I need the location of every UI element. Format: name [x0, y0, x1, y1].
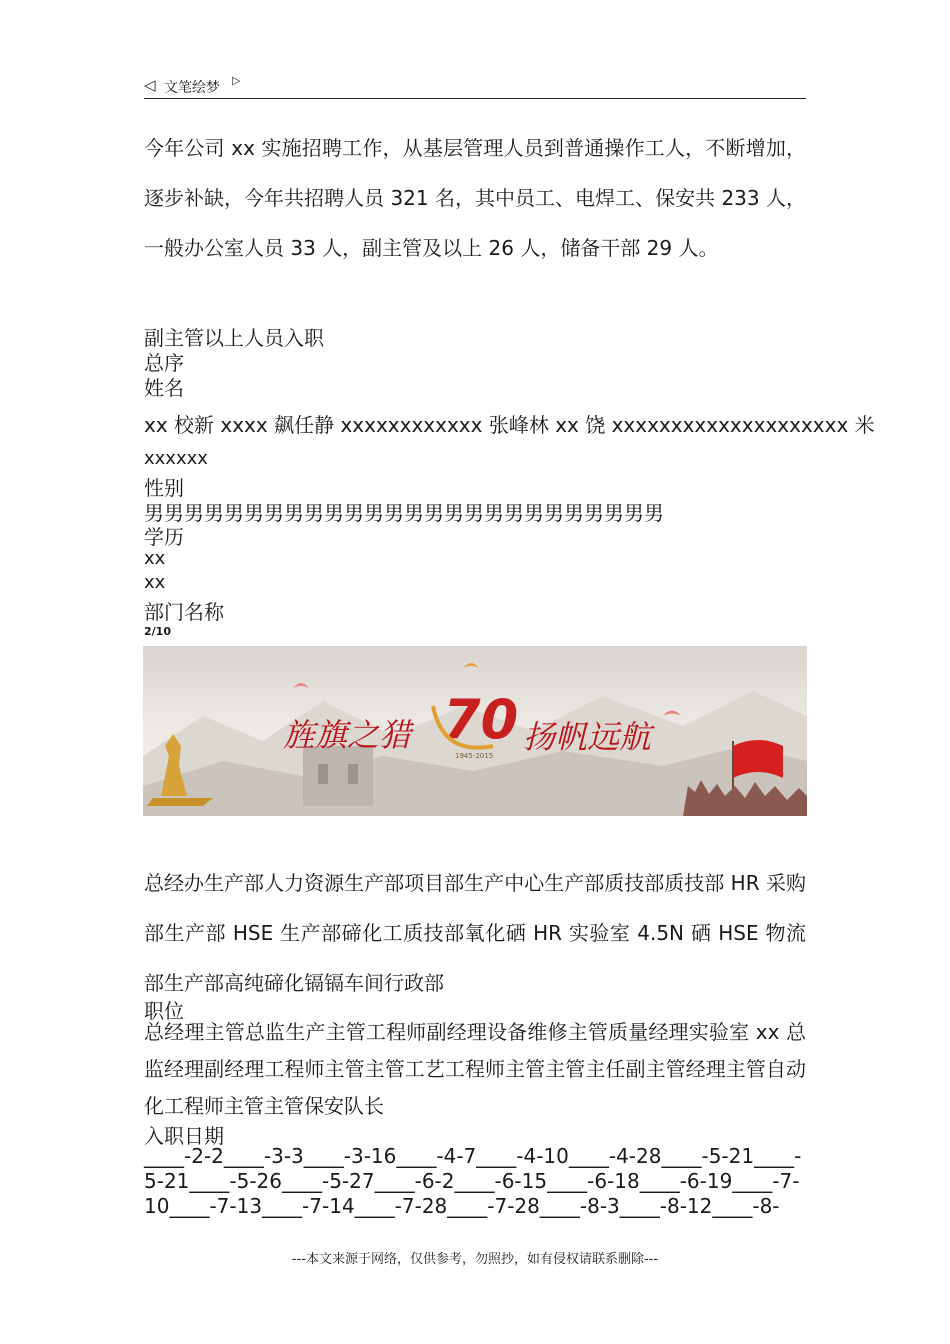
education-line-1: xx [144, 548, 166, 569]
names-line-2: xxxxxx [144, 448, 208, 469]
banner-right-slogan: 扬帆远航 [523, 718, 652, 756]
banner-logo-years: 1945-2015 [455, 752, 494, 760]
gender-values: 男男男男男男男男男男男男男男男男男男男男男男男男男男 [144, 501, 664, 525]
banner-left-slogan: 旌旗之猎 [283, 716, 412, 754]
column-header-position: 职位 [144, 999, 184, 1023]
page-number: 2/10 [144, 625, 171, 638]
right-triangle-icon: ▷ [232, 74, 241, 87]
anniversary-banner [143, 646, 807, 816]
column-header-name: 姓名 [144, 376, 184, 400]
position-paragraph: 总经理主管总监生产主管工程师副经理设备维修主管质量经理实验室 xx 总监经理副经理工程师主管主管工艺工程师主管主管主任副主管经理主管自动化工程师主管主管保安队长 [144, 1020, 806, 1118]
dept-paragraph: 总经办生产部人力资源生产部项目部生产中心生产部质技部质技部 HR 采购部生产部 HSE 生产部碲化工质技部氧化硒 HR 实验室 4.5N 硒 HSE 物流部生产部高纯碲化镉镉车间行政部 [144, 871, 806, 995]
intro-paragraph: 今年公司 xx 实施招聘工作，从基层管理人员到普通操作工人，不断增加，逐步补缺，今年共招聘人员 321 名，其中员工、电焊工、保安共 233 人，一般办公室人员 33 人，副主管及以上 26 人，储备干部 29 人。 [144, 136, 806, 260]
left-triangle-icon: ◁ [144, 76, 156, 94]
column-header-entry-date: 入职日期 [144, 1124, 224, 1148]
names-line-1: xx 校新 xxxx 飙任静 xxxxxxxxxxxx 张峰林 xx 饶 xxxxxxxxxxxxxxxxxxxx 米 [144, 413, 875, 437]
dates-line-3: 10____-7-13____-7-14____-7-28____-7-28____-8-3____-8-12____-8- [144, 1194, 780, 1218]
column-header-dept: 部门名称 [144, 600, 224, 624]
column-header-seq: 总序 [144, 351, 184, 375]
dates-line-1: ____-2-2____-3-3____-3-16____-4-7____-4-10____-4-28____-5-21____- [144, 1144, 802, 1168]
column-header-gender: 性别 [144, 476, 184, 500]
page-footer: ---本文来源于网络，仅供参考，勿照抄，如有侵权请联系删除--- [291, 1252, 659, 1267]
svg-text:70: 70 [443, 688, 519, 751]
page-header [144, 74, 806, 99]
banner-artwork [143, 646, 807, 816]
dates-line-2: 5-21____-5-26____-5-27____-6-2____-6-15____-6-18____-6-19____-7- [144, 1169, 800, 1193]
table-title: 副主管以上人员入职 [144, 326, 324, 350]
column-header-education: 学历 [144, 525, 184, 549]
education-line-2: xx [144, 572, 166, 593]
header-title: 文笔绘梦 [164, 80, 220, 96]
